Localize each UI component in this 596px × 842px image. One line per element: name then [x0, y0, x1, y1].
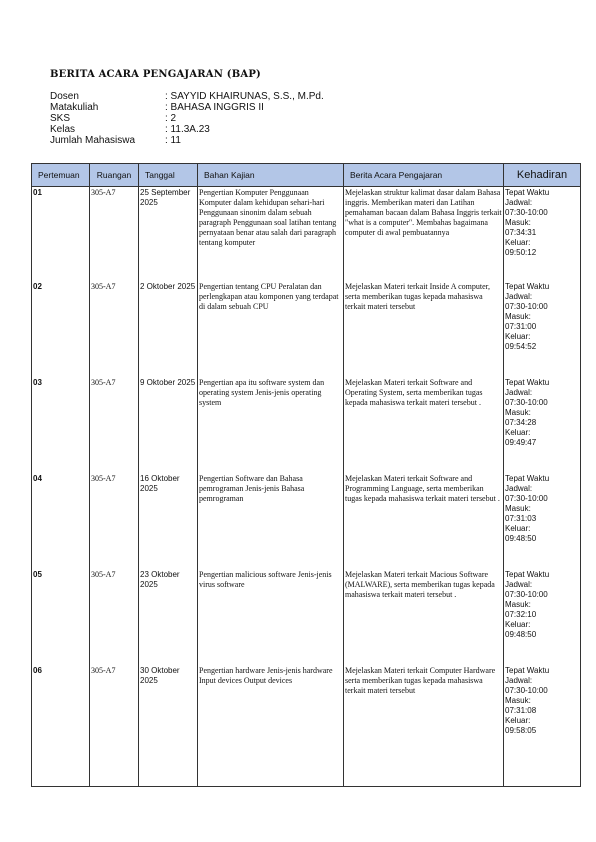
cell-bahan-kajian: Pengertian tentang CPU Peralatan dan perlengkapan atau komponen yang terdapat di dalam sebuah CPU	[198, 281, 344, 377]
cell-berita-acara: Mejelaskan Materi terkait Software and Programming Language, serta memberikan tugas kepada mahasiswa terkait materi tersebut .	[344, 473, 504, 569]
attendance-schedule: 07:30-10:00	[505, 302, 548, 311]
attendance-schedule: 07:30-10:00	[505, 686, 548, 695]
attendance-in-label: Masuk:	[505, 600, 531, 609]
cell-pertemuan: 06	[32, 665, 90, 787]
cell-kehadiran	[504, 569, 581, 665]
attendance-status: Tepat Waktu	[505, 378, 550, 387]
cell-berita-acara: Mejelaskan Materi terkait Inside A computer, serta memberikan tugas kepada mahasiswa terkait materi tersebut	[344, 281, 504, 377]
attendance-status: Tepat Waktu	[505, 474, 550, 483]
cell-kehadiran	[504, 473, 581, 569]
cell-kehadiran	[504, 187, 581, 282]
cell-ruangan: 305-A7	[90, 281, 139, 377]
cell-pertemuan: 03	[32, 377, 90, 473]
meta-value: : SAYYID KHAIRUNAS, S.S., M.Pd.	[165, 91, 324, 102]
cell-kehadiran	[504, 665, 581, 787]
cell-pertemuan: 04	[32, 473, 90, 569]
meta-row-kelas	[50, 124, 470, 135]
cell-pertemuan: 05	[32, 569, 90, 665]
cell-bahan-kajian: Pengertian apa itu software system dan operating system Jenis-jenis operating system	[198, 377, 344, 473]
meta-row-dosen	[50, 91, 470, 102]
table-row	[32, 377, 581, 473]
meta-label: Dosen	[50, 91, 79, 102]
attendance-in-time: 07:34:31	[505, 228, 537, 237]
attendance-in-label: Masuk:	[505, 312, 531, 321]
cell-pertemuan: 01	[32, 187, 90, 282]
attendance-in-time: 07:31:08	[505, 706, 537, 715]
table-row	[32, 187, 581, 282]
meta-value: : BAHASA INGGRIS II	[165, 102, 264, 113]
header-pertemuan: Pertemuan	[32, 164, 90, 187]
meta-value: : 11.3A.23	[165, 124, 210, 135]
bap-table	[31, 163, 581, 787]
header-tanggal: Tanggal	[139, 164, 198, 187]
cell-bahan-kajian: Pengertian hardware Jenis-jenis hardware Input devices Output devices	[198, 665, 344, 787]
attendance-in-label: Masuk:	[505, 218, 531, 227]
cell-berita-acara: Mejelaskan Materi terkait Software and Operating System, serta memberikan tugas kepada mahasiswa terkait materi tersebut .	[344, 377, 504, 473]
meta-row-sks	[50, 113, 470, 124]
meta-label: Kelas	[50, 124, 76, 135]
attendance-schedule-label: Jadwal:	[505, 198, 533, 207]
attendance-schedule: 07:30-10:00	[505, 590, 548, 599]
meta-value: : 11	[165, 135, 181, 146]
attendance-status: Tepat Waktu	[505, 570, 550, 579]
attendance-schedule: 07:30-10:00	[505, 398, 548, 407]
table-row	[32, 281, 581, 377]
attendance-out-label: Keluar:	[505, 524, 531, 533]
attendance-out-label: Keluar:	[505, 238, 531, 247]
cell-ruangan: 305-A7	[90, 473, 139, 569]
attendance-schedule-label: Jadwal:	[505, 676, 533, 685]
attendance-in-time: 07:31:03	[505, 514, 537, 523]
cell-tanggal: 9 Oktober 2025	[139, 377, 198, 473]
attendance-schedule: 07:30-10:00	[505, 208, 548, 217]
header-kehadiran: Kehadiran	[504, 164, 581, 187]
cell-berita-acara: Mejelaskan Materi terkait Macious Software (MALWARE), serta memberikan tugas kepada mahasiswa terkait materi tersebut .	[344, 569, 504, 665]
header-ruangan: Ruangan	[90, 164, 139, 187]
cell-tanggal: 16 Oktober 2025	[139, 473, 198, 569]
attendance-status: Tepat Waktu	[505, 188, 550, 197]
attendance-status: Tepat Waktu	[505, 282, 550, 291]
attendance-out-time: 09:49:47	[505, 438, 537, 447]
document-title: BERITA ACARA PENGAJARAN (BAP)	[50, 69, 261, 80]
cell-tanggal: 2 Oktober 2025	[139, 281, 198, 377]
attendance-out-label: Keluar:	[505, 716, 531, 725]
attendance-schedule-label: Jadwal:	[505, 484, 533, 493]
cell-ruangan: 305-A7	[90, 377, 139, 473]
cell-ruangan: 305-A7	[90, 187, 139, 282]
attendance-out-label: Keluar:	[505, 428, 531, 437]
attendance-out-time: 09:54:52	[505, 342, 537, 351]
table-row	[32, 569, 581, 665]
attendance-out-label: Keluar:	[505, 620, 531, 629]
header-berita-acara: Berita Acara Pengajaran	[344, 164, 504, 187]
meta-label: SKS	[50, 113, 71, 124]
attendance-schedule-label: Jadwal:	[505, 388, 533, 397]
attendance-in-label: Masuk:	[505, 408, 531, 417]
cell-tanggal: 25 September 2025	[139, 187, 198, 282]
table-row	[32, 665, 581, 787]
attendance-status: Tepat Waktu	[505, 666, 550, 675]
attendance-in-time: 07:32:10	[505, 610, 537, 619]
cell-bahan-kajian: Pengertian Software dan Bahasa pemrograman Jenis-jenis Bahasa pemrograman	[198, 473, 344, 569]
meta-label: Matakuliah	[50, 102, 99, 113]
table-row	[32, 473, 581, 569]
cell-berita-acara: Mejelaskan Materi terkait Computer Hardware serta memberikan tugas kepada mahasiswa terkait materi tersebut	[344, 665, 504, 787]
attendance-out-time: 09:58:05	[505, 726, 537, 735]
meta-label: Jumlah Mahasiswa	[50, 135, 136, 146]
attendance-out-time: 09:48:50	[505, 630, 537, 639]
cell-ruangan: 305-A7	[90, 665, 139, 787]
meta-value: : 2	[165, 113, 177, 124]
attendance-schedule: 07:30-10:00	[505, 494, 548, 503]
cell-berita-acara: Mejelaskan struktur kalimat dasar dalam Bahasa inggris. Memberikan materi dan Latihan pemahaman bacaan dalam Bahasa Inggris terkait "what is a computer". Membahas bagaimana computer di awal pembuatannya	[344, 187, 504, 282]
attendance-out-time: 09:50:12	[505, 248, 537, 257]
cell-kehadiran	[504, 281, 581, 377]
table-header-row	[32, 164, 581, 187]
attendance-out-label: Keluar:	[505, 332, 531, 341]
meta-row-jumlah-mahasiswa	[50, 135, 470, 146]
cell-bahan-kajian: Pengertian malicious software Jenis-jenis virus software	[198, 569, 344, 665]
cell-bahan-kajian: Pengertian Komputer Penggunaan Komputer dalam kehidupan sehari-hari Penggunaan sinonim dalam sebuah paragraph Penggunaan soal latihan tentang pernyataan benar atau salah dari paragraph tentang komputer	[198, 187, 344, 282]
attendance-in-time: 07:34:28	[505, 418, 537, 427]
attendance-schedule-label: Jadwal:	[505, 292, 533, 301]
attendance-schedule-label: Jadwal:	[505, 580, 533, 589]
attendance-out-time: 09:48:50	[505, 534, 537, 543]
attendance-in-time: 07:31:00	[505, 322, 537, 331]
cell-tanggal: 23 Oktober 2025	[139, 569, 198, 665]
cell-tanggal: 30 Oktober 2025	[139, 665, 198, 787]
meta-row-matakuliah	[50, 102, 470, 113]
course-info	[50, 91, 470, 146]
cell-kehadiran	[504, 377, 581, 473]
attendance-in-label: Masuk:	[505, 696, 531, 705]
attendance-in-label: Masuk:	[505, 504, 531, 513]
cell-pertemuan: 02	[32, 281, 90, 377]
header-bahan-kajian: Bahan Kajian	[198, 164, 344, 187]
cell-ruangan: 305-A7	[90, 569, 139, 665]
